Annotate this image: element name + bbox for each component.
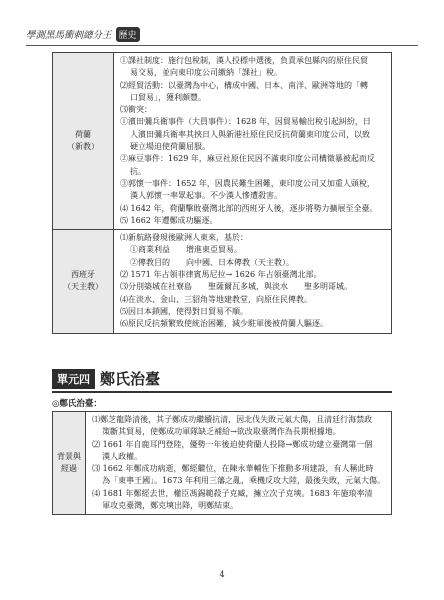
content-line: ⑵ 1571 年占領菲律賓馬尼拉→ 1626 年占領臺灣北部。 <box>120 270 322 280</box>
row-label-background: 背景與 經過 <box>53 412 86 515</box>
content-line: ⑸ 1662 年遭鄭成功驅逐。 <box>120 215 218 225</box>
content-line: ⑴新航路發現後歐洲人東來，基於： <box>120 233 248 243</box>
header-title: 學測黑馬衝刺總分王 <box>26 30 112 41</box>
table-row-spain <box>53 230 392 333</box>
content-line: 為「東寧王國」。1673 年利用三藩之亂，乘機反攻大陸，最後失敗，元氣大傷。 <box>102 476 385 486</box>
row-content-spain <box>114 230 392 333</box>
unit-title: 鄭氏治臺 <box>100 370 161 388</box>
content-line: ①商業利益 增進東亞貿易。 <box>130 245 242 255</box>
content-line: 策斷其貿易，使鄭成功軍隊缺乏補給→欲改取臺灣作為長期根據地。 <box>102 427 341 437</box>
content-line: 軍攻克臺灣，鄭克塽出降，明鄭結束。 <box>102 501 239 511</box>
unit-heading <box>52 368 160 389</box>
content-line: 漢人郭懷一率眾起事。不少漢人慘遭殺害。 <box>130 191 282 201</box>
content-line: ⑶ 1662 年鄭成功病逝，鄭經繼位，在陳永華輔佐下推動多項建設，有人稱此時 <box>92 464 374 474</box>
content-line: ⑷ 1642 年，荷蘭擊敗臺灣北部的西班牙人後，逐步將勢力擴展至全臺。 <box>120 203 378 213</box>
page-header <box>26 24 140 44</box>
content-line: ⑶衝突： <box>120 105 152 115</box>
row-content-background <box>86 412 392 515</box>
content-line: ⑸因日本鎖國，使得對日貿易不順。 <box>120 306 248 316</box>
content-line: ①課社制度：施行包稅制，漢人投標中選後，負責承包縣內的原住民貿 <box>120 56 368 65</box>
colonial-table <box>52 52 392 334</box>
row-label-netherlands: 荷蘭 （新教） <box>53 53 114 230</box>
unit-tag: 單元四 <box>52 369 95 389</box>
row-content-netherlands <box>114 53 392 230</box>
table-row-background <box>53 412 392 515</box>
unit-rule <box>52 391 392 393</box>
content-line: ⑷ 1681 年鄭經去世，權臣馮錫範殺子克臧，擁立次子克塽。1683 年施琅率清 <box>92 488 373 498</box>
content-line: 人濱田彌兵衛率其挾日人與新港社原住民反抗荷蘭東印度公司，以致 <box>130 129 370 139</box>
content-line: ②麻豆事件：1629 年，麻豆社原住民因不滿東印度公司構徵暴被起而反 <box>120 154 375 164</box>
content-line: 抗。 <box>130 166 146 176</box>
content-line: ⑹原民反抗頻繁致使統治困難，減少駐軍後被荷蘭人驅逐。 <box>120 319 328 329</box>
row-label-spain: 西班牙 （天主教） <box>53 230 114 333</box>
content-line: ③郭懷一事件：1652 年，因農民難生困難，東印度公司又加重人頭稅， <box>120 178 375 188</box>
content-line: 易交易，並向東印度公司繳納「課社」稅。 <box>130 68 282 78</box>
header-rule <box>26 45 418 46</box>
content-line: 漢人政權。 <box>102 451 143 461</box>
page-number: 4 <box>219 570 225 579</box>
content-line: ⑷在淡水、金山、三貂角等地建教堂，向原住民傳教。 <box>120 294 312 304</box>
content-line: 口貿易」，獲利頗豐。 <box>130 92 206 102</box>
section-title: ◎鄭氏治臺： <box>52 399 102 409</box>
zheng-table <box>52 411 392 515</box>
content-line: ⑵經貿活動：以臺灣為中心，構成中國、日本、南洋、歐洲等地的「轉 <box>120 80 368 90</box>
content-line: 硬立場迫使荷蘭屈服。 <box>130 142 210 152</box>
content-line: ②傳教目的 向中國、日本傳教（天主教）。 <box>130 257 294 267</box>
header-badge: 歷史 <box>116 27 140 42</box>
content-line: ⑵ 1661 年自鹿耳門登陸，優勢一年後迫使荷蘭人投降→鄭成功建立臺灣第一個 <box>92 439 373 449</box>
content-line: ⑴鄭芝龍降清後，其子鄭成功繼續抗清，因北伐失敗元氣大傷，且清廷行海禁政 <box>92 415 373 424</box>
content-line: ⑶分別築城在社寮島 聖薩爾瓦多城，與淡水 聖多明哥城。 <box>120 282 352 292</box>
table-row-netherlands <box>53 53 392 230</box>
content-line: ①濱田彌兵衛事件（大員事件）：1628 年，因貿易輸出稅引起糾紛，日 <box>120 117 371 127</box>
